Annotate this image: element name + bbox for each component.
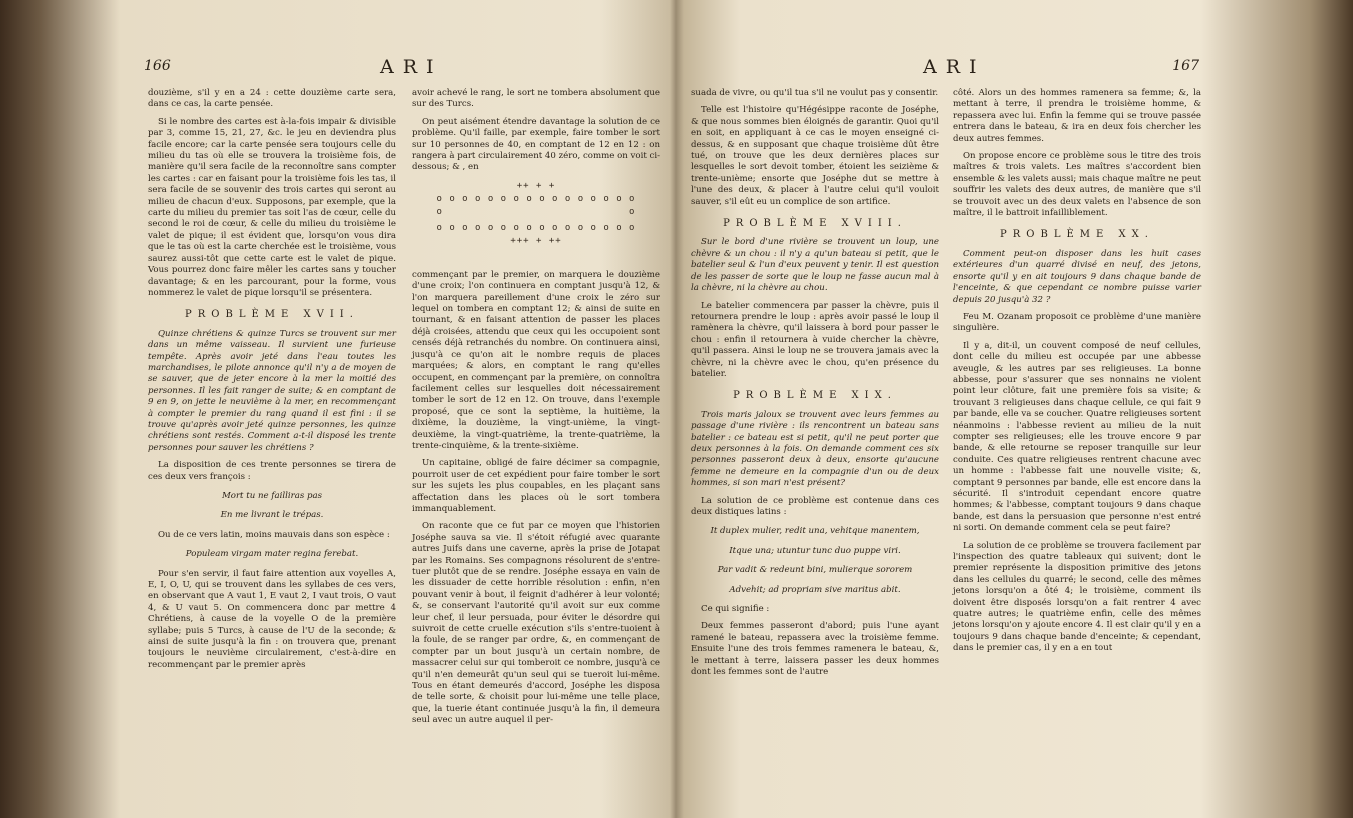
paragraph: La solution de ce problème se trouvera facilement par l'inspection des quatre tableaux qui suivent; dont le premier représente la disposition primitive des jetons dans les cellules du quarré; le second, celle des mêmes jetons lorsqu'on a ôté 4; le troisième, comment ils doivent être disposés lorsqu'on a fait rentrer 4 avec quatre autres; le quatrième enfin, celle des mêmes jetons lorsqu'on y ajoute encore 4. Il est clair qu'il y en a toujours 9 dans chaque bande d'enceinte; & cependant, dans le premier cas, il y en a en tout: [953, 540, 1201, 654]
problem-heading: PROBLÈME XVIII.: [723, 218, 907, 230]
problem-statement: Sur le bord d'une rivière se trouvent un loup, une chèvre & un chou : il n'y a qu'un bateau si petit, que le batelier seul & l'un d'eux peuvent y tenir. Il est question de les passer de sorte que le loup ne fasse aucun mal à la chèvre, ni la chèvre au chou.: [691, 237, 939, 294]
left-page: [140, 0, 675, 818]
paragraph: On raconte que ce fut par ce moyen que l'historien Joséphe sauva sa vie. Il s'étoit réfugié avec quarante autres Juifs dans une caverne, après la prise de Jotapat par les Romains. Ses compagnons résolurent de s'entre-tuer plutôt que de se rendre. Joséphe essaya en vain de les dissuader de cette horrible résolution : enfin, n'en pouvant venir à bout, il feignit d'adhérer à leur volonté; &, se conservant l'autorité qu'il avoit sur eux comme leur chef, il leur persuada, pour éviter le désordre qui suivroit de cette cruelle exécution s'ils s'entre-tuoient à la foule, de se ranger par ordre, &, en commençant de compter par un bout jusqu'à un certain nombre, de massacrer celui sur qui tomberoit ce nombre, jusqu'à ce qu'il n'en demeurât qu'un seul qui se tueroit lui-même. Tous en étant demeurés d'accord, Joséphe les disposa de telle sorte, & choisit pour lui-même une telle place, que, la tuerie étant continuée jusqu'à la fin, il demeura seul avec un autre auquel il per-: [412, 521, 660, 726]
paragraph: Telle est l'histoire qu'Hégésippe raconte de Joséphe, & que nous sommes bien éloignés de garantir. Quoi qu'il en soit, en appliquant à ce cas le moyen enseigné ci-dessus, & en supposant que chaque troisième dût être tué, on trouve que les deux dernières places sur lesquelles le sort devoit tomber, étoient les seizième & trente-unième; ensorte que Joséphe dut se mettre à l'une des deux, & placer à l'autre celui qu'il vouloit sauver, s'il eût eu un complice de son artifice.: [691, 105, 939, 207]
figure-zero-row-top: o o o o o o o o o o o o o o o o: [436, 193, 636, 204]
paragraph: commençant par le premier, on marquera le douzième d'une croix; l'on continuera en comptant jusqu'à 12, & l'on marquera pareillement d'une croix le zéro sur lequel on tombera en comptant 12; & ainsi de suite en tournant, & en faisant attention de passer les places déjà croisées, attendu que ceux qui les occupoient sont censés déjà retranchés du nombre. On continuera ainsi, jusqu'à ce qu'on ait le nombre requis de places marquées; & alors, en comptant le rang qu'elles occupent, en commençant par la première, on connoîtra facilement celles sur lesquelles doit nécessairement tomber le sort de 12 en 12. On trouve, dans l'exemple proposé, que ce sont la septième, la huitième, la dixième, la douzième, la vingt-unième, la vingt-deuxième, la vingt-quatrième, la trente-quatrième, la trente-cinquième, & la trente-sixième.: [412, 269, 660, 451]
verse-line: Advehit; ad propriam sive maritus abit.: [729, 584, 901, 595]
problem-statement: Quinze chrétiens & quinze Turcs se trouvent sur mer dans un même vaisseau. Il survient une furieuse tempête. Après avoir jeté dans l'eau toutes les marchandises, le pilote annonce qu'il n'y a de moyen de se sauver, que de jeter encore à la mer la moitié des personnes. Il les fait ranger de suite; & en comptant de 9 en 9, on jette le neuvième à la mer, en recommençant à compter le premier du rang quand il est fini : il se trouve qu'après avoir jeté quinze personnes, les quinze chrétiens sont restés. Comment a-t-il disposé les trente personnes pour sauver les chrétiens ?: [148, 328, 396, 453]
problem-heading: PROBLÈME XX.: [1000, 229, 1154, 241]
left-page-number: 166: [144, 58, 171, 74]
left-column-2: [412, 88, 660, 733]
paragraph: On propose encore ce problème sous le titre des trois maîtres & trois valets. Les maîtres s'accordent bien ensemble & les valets aussi; mais chaque maître ne peut souffrir les valets des deux autres, de manière que s'il se trouvoit avec un des deux valets en l'absence de son maître, il le battroit infailliblement.: [953, 151, 1201, 219]
verse-line: Mort tu ne failliras pas: [221, 491, 323, 501]
paragraph: Ce qui signifie :: [701, 604, 770, 615]
right-running-head: [683, 56, 1203, 82]
paragraph: Feu M. Ozanam proposoit ce problème d'une manière singulière.: [953, 311, 1201, 334]
figure-crosses-bottom: +++ + ++: [510, 235, 562, 246]
paragraph: Un capitaine, obligé de faire décimer sa compagnie, pourroit user de cet expédient pour faire tomber le sort sur les sujets les plus coupables, en les plaçant sans affectation dans les places où le sort tombera immanquablement.: [412, 458, 660, 514]
paragraph: côté. Alors un des hommes ramenera sa femme; &, la mettant à terre, il prendra le troisième homme, & repassera avec lui. Enfin la femme qui se trouve passée entrera dans le bateau, & ira en deux fois chercher les deux autres femmes.: [953, 88, 1201, 144]
right-running-title: ARI: [923, 56, 986, 78]
paragraph: avoir achevé le rang, le sort ne tombera absolument que sur des Turcs.: [412, 88, 660, 110]
problem-statement: Comment peut-on disposer dans les huit cases extérieures d'un quarré divisé en neuf, des jetons, ensorte qu'il y en ait toujours 9 dans chaque bande de l'enceinte, & que cependant ce nombre puisse varier depuis 20 jusqu'à 32 ?: [953, 248, 1201, 305]
problem-heading: PROBLÈME XVII.: [185, 309, 359, 321]
verse-line: En me livrant le trépas.: [220, 510, 324, 521]
paragraph: La solution de ce problème est contenue dans ces deux distiques latins :: [691, 495, 939, 517]
problem-statement: Trois maris jaloux se trouvent avec leurs femmes au passage d'une rivière : ils rencontrent un bateau sans batelier : ce bateau est si petit, qu'il ne peut porter que deux personnes à la fois. On demande comment ces six personnes passeront deux à deux, ensorte qu'aucune femme ne demeure en la compagnie d'un ou de deux hommes, si son mari n'est présent?: [691, 409, 939, 489]
right-page: [683, 0, 1203, 818]
paragraph: On peut aisément étendre davantage la solution de ce problème. Qu'il faille, par exemple, faire tomber le sort sur 10 personnes de 40, en comptant de 12 en 12 : on rangera à part circulairement 40 zéro, comme on voit ci-dessous; & , en: [412, 116, 660, 173]
paragraph: Ou de ce vers latin, moins mauvais dans son espèce :: [158, 529, 390, 540]
left-running-head: [140, 56, 675, 82]
verse-line: Par vadit & redeunt bini, mulierque sororem: [717, 565, 913, 576]
paragraph: douzième, s'il y en a 24 : cette douzième carte sera, dans ce cas, la carte pensée.: [148, 88, 396, 110]
left-running-title: ARI: [380, 56, 443, 78]
right-column-2: [953, 88, 1201, 661]
verse-line: Populeam virgam mater regina ferebat.: [185, 549, 359, 560]
paragraph: suada de vivre, ou qu'il tua s'il ne voulut pas y consentir.: [691, 88, 939, 98]
paragraph: Deux femmes passeront d'abord; puis l'une ayant ramené le bateau, repassera avec la troisième femme. Ensuite l'une des trois femmes ramenera le bateau, &, le mettant à terre, laissera passer les deux hommes dont les femmes sont de l'autre: [691, 621, 939, 678]
verse-line: It duplex mulier, redit una, vehitque manentem,: [710, 526, 920, 537]
right-page-number: 167: [1172, 58, 1199, 74]
zero-circle-figure: ++ + + o o o o o o o o o o o o o o o o o o o o o o o o o o o o o o o o o o +++ + ++: [412, 180, 660, 262]
figure-zero-row-bottom: o o o o o o o o o o o o o o o o: [436, 222, 636, 233]
right-column-1: [691, 88, 939, 684]
verse-line: Itque una; utuntur tunc duo puppe viri.: [729, 545, 901, 556]
paragraph: Le batelier commencera par passer la chèvre, puis il retournera prendre le loup : après avoir passé le loup il ramènera la chèvre, qu'il laissera à bord pour passer le chou : enfin il retournera à vuide chercher la chèvre, qu'il passera. Ainsi le loup ne se trouvera jamais avec la chèvre, ni la chèvre avec le chou, qu'en présence du batelier.: [691, 300, 939, 379]
problem-heading: PROBLÈME XIX.: [733, 390, 897, 402]
paragraph: Il y a, dit-il, un couvent composé de neuf cellules, dont celle du milieu est occupée par une abbesse aveugle, & les autres par ses religieuses. La bonne abbesse, pour s'assurer que ses nonnains ne violent point leur clôture, fait une première fois sa visite; & trouvant 3 religieuses dans chaque cellule, ce qui fait 9 par bande, elle va se coucher. Quatre religieuses sortent néanmoins : l'abbesse revient au milieu de la nuit compter ses religieuses; elle les trouve encore 9 par bande, & elle retourne se reposer tranquille sur leur conduite. Ces quatre religieuses rentrent chacune avec un homme : l'abbesse fait une nouvelle visite; &, comptant 9 personnes par bande, elle est encore dans la sécurité. Il s'introduit cependant encore quatre hommes; & l'abbesse, comptant toujours 9 dans chaque bande, est dans la persuasion que personne n'est entré ni sorti. On demande comment cela se peut faire?: [953, 340, 1201, 534]
paragraph: La disposition de ces trente personnes se tirera de ces deux vers françois :: [148, 460, 396, 482]
left-column-1: [148, 88, 396, 677]
figure-crosses-top: ++ + +: [516, 180, 556, 191]
paragraph: Si le nombre des cartes est à-la-fois impair & divisible par 3, comme 15, 21, 27, &c. le jeu en deviendra plus facile encore; car la carte pensée sera toujours celle du milieu du tas où elle se trouvera la troisième fois, de manière qu'il sera facile de la reconnoître sans compter les cartes : car en faisant pour la troisième fois les tas, il sera facile de se souvenir des trois cartes qui seront au milieu de chacun d'eux. Supposons, par exemple, que la carte du milieu du premier tas soit l'as de cœur, celle du second le roi de cœur, & celle du milieu du troisième le valet de pique; il est évident que, lorsqu'on vous dira que le tas où est la carte cherchée est le troisième, vous saurez aussi-tôt que cette carte est le valet de pique. Vous pourrez donc faire mêler les cartes sans y toucher davantage; & en les parcourant, pour la forme, vous nommerez le valet de pique lorsqu'il se présentera.: [148, 116, 396, 298]
paragraph: Pour s'en servir, il faut faire attention aux voyelles A, E, I, O, U, qui se trouvent dans les syllabes de ces vers, en observant que A vaut 1, E vaut 2, I vaut trois, O vaut 4, & U vaut 5. On commencera donc par mettre 4 Chrétiens, à cause de la voyelle O de la première syllabe; puis 5 Turcs, à cause de l'U de la seconde; & ainsi de suite jusqu'à la fin : on trouvera que, prenant toujours le neuvième circulairement, c'est-à-dire en recommençant par le premier après: [148, 568, 396, 670]
